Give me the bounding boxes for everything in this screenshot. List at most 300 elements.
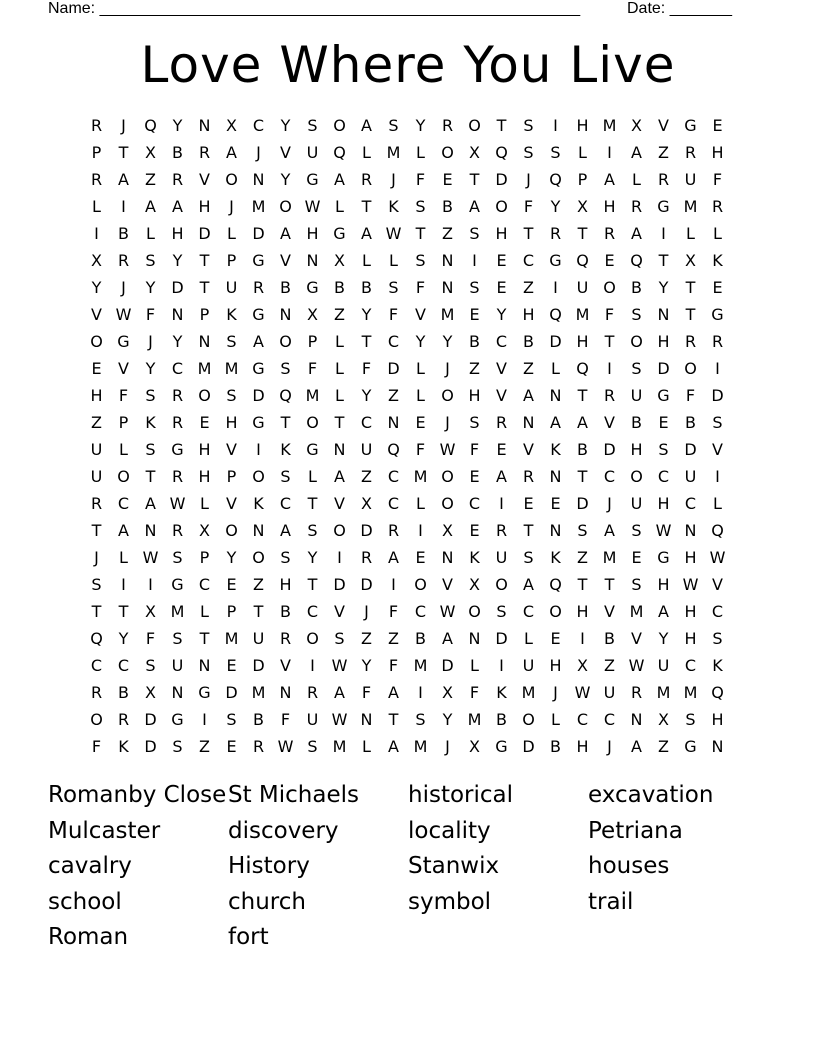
grid-letter: A — [253, 332, 264, 351]
grid-letter: S — [631, 305, 642, 324]
grid-letter: N — [144, 521, 157, 540]
grid-letter: N — [333, 440, 346, 459]
grid-letter: S — [145, 440, 156, 459]
grid-letter: S — [388, 278, 399, 297]
grid-letter: N — [441, 548, 454, 567]
grid-letter: J — [256, 143, 261, 162]
grid-letter: I — [121, 575, 126, 594]
grid-letter: Z — [658, 143, 669, 162]
grid-letter: S — [523, 116, 534, 135]
grid-letter: U — [576, 278, 589, 297]
grid-letter: B — [118, 224, 129, 243]
grid-letter: Z — [253, 575, 264, 594]
grid-letter: O — [522, 710, 535, 729]
grid-letter: R — [684, 143, 697, 162]
grid-letter: V — [496, 386, 507, 405]
grid-letter: S — [280, 359, 291, 378]
grid-letter: N — [306, 251, 319, 270]
grid-letter: E — [523, 494, 534, 513]
grid-letter: Y — [550, 197, 561, 216]
grid-letter: L — [713, 494, 722, 513]
grid-letter: O — [333, 116, 346, 135]
grid-letter: L — [362, 251, 371, 270]
grid-letter: A — [280, 521, 291, 540]
grid-letter: J — [526, 170, 531, 189]
grid-letter: T — [604, 332, 615, 351]
word-list-item: excavation — [588, 782, 714, 808]
grid-letter: K — [496, 683, 507, 702]
grid-letter: R — [360, 548, 373, 567]
grid-letter: M — [386, 143, 401, 162]
grid-letter: I — [607, 359, 612, 378]
grid-letter: I — [121, 197, 126, 216]
grid-letter: O — [306, 629, 319, 648]
grid-letter: J — [445, 413, 450, 432]
grid-letter: X — [442, 521, 453, 540]
grid-letter: M — [197, 359, 212, 378]
grid-letter: G — [684, 737, 697, 756]
grid-letter: C — [171, 359, 184, 378]
grid-letter: X — [334, 251, 345, 270]
grid-letter: X — [658, 710, 669, 729]
grid-letter: S — [577, 521, 588, 540]
grid-letter: M — [413, 737, 428, 756]
grid-letter: H — [684, 548, 697, 567]
grid-letter: O — [468, 116, 481, 135]
grid-letter: Y — [415, 332, 426, 351]
word-list-item: church — [228, 888, 306, 915]
grid-letter: M — [332, 737, 347, 756]
grid-letter: D — [360, 521, 373, 540]
grid-letter: E — [631, 548, 642, 567]
grid-letter: Y — [361, 656, 372, 675]
grid-letter: L — [335, 197, 344, 216]
grid-letter: V — [604, 413, 615, 432]
grid-letter: E — [469, 521, 480, 540]
grid-letter: J — [148, 332, 153, 351]
grid-letter: L — [551, 359, 560, 378]
grid-letter: W — [709, 548, 726, 567]
grid-letter: O — [441, 467, 454, 486]
grid-letter: N — [198, 116, 211, 135]
grid-letter: F — [361, 683, 372, 702]
grid-letter: W — [142, 548, 159, 567]
grid-letter: Y — [172, 332, 183, 351]
grid-letter: T — [604, 575, 615, 594]
grid-letter: Z — [361, 629, 372, 648]
grid-letter: V — [604, 602, 615, 621]
grid-letter: L — [713, 224, 722, 243]
grid-letter: R — [711, 197, 724, 216]
grid-letter: A — [631, 143, 642, 162]
grid-letter: B — [442, 197, 453, 216]
grid-letter: S — [226, 710, 237, 729]
grid-letter: B — [253, 710, 264, 729]
grid-letter: S — [145, 386, 156, 405]
grid-letter: A — [118, 521, 129, 540]
grid-letter: H — [684, 602, 697, 621]
grid-letter: M — [656, 683, 671, 702]
grid-letter: R — [252, 278, 265, 297]
grid-letter: R — [522, 467, 535, 486]
grid-letter: F — [145, 629, 156, 648]
grid-letter: O — [414, 575, 427, 594]
grid-letter: V — [415, 305, 426, 324]
grid-letter: M — [224, 359, 239, 378]
grid-letter: S — [415, 710, 426, 729]
grid-letter: Y — [280, 170, 291, 189]
grid-letter: H — [495, 224, 508, 243]
grid-letter: Z — [388, 386, 399, 405]
grid-letter: G — [171, 575, 184, 594]
grid-letter: N — [522, 413, 535, 432]
grid-letter: R — [171, 170, 184, 189]
grid-row — [83, 517, 733, 544]
grid-letter: O — [225, 170, 238, 189]
grid-letter: Y — [361, 386, 372, 405]
grid-letter: W — [574, 683, 591, 702]
grid-letter: Z — [361, 467, 372, 486]
grid-letter: I — [553, 278, 558, 297]
grid-letter: R — [198, 143, 211, 162]
grid-letter: N — [279, 683, 292, 702]
grid-letter: R — [495, 413, 508, 432]
grid-letter: Y — [280, 116, 291, 135]
grid-letter: Y — [415, 116, 426, 135]
grid-letter: T — [496, 116, 507, 135]
grid-letter: T — [199, 251, 210, 270]
grid-letter: M — [629, 602, 644, 621]
grid-letter: G — [549, 251, 562, 270]
grid-letter: K — [550, 548, 561, 567]
grid-letter: P — [226, 251, 237, 270]
grid-letter: H — [576, 332, 589, 351]
word-list-item: Petriana — [588, 817, 683, 844]
grid-letter: H — [657, 332, 670, 351]
grid-letter: F — [604, 305, 615, 324]
grid-letter: S — [631, 575, 642, 594]
grid-letter: G — [657, 386, 670, 405]
grid-letter: W — [628, 656, 645, 675]
grid-letter: Q — [711, 683, 724, 702]
grid-letter: Y — [91, 278, 102, 297]
grid-letter: H — [630, 440, 643, 459]
grid-letter: C — [603, 467, 616, 486]
grid-letter: X — [577, 197, 588, 216]
grid-letter: S — [145, 656, 156, 675]
grid-letter: E — [496, 278, 507, 297]
word-list-item: Romanby Close — [48, 782, 227, 808]
grid-letter: W — [277, 737, 294, 756]
grid-letter: P — [199, 548, 210, 567]
grid-letter: L — [200, 602, 209, 621]
grid-letter: Q — [630, 251, 643, 270]
grid-letter: I — [94, 224, 99, 243]
grid-letter: J — [445, 737, 450, 756]
grid-letter: O — [549, 602, 562, 621]
grid-letter: K — [712, 656, 723, 675]
grid-letter: Z — [577, 548, 588, 567]
grid-letter: A — [550, 413, 561, 432]
grid-letter: C — [495, 332, 508, 351]
grid-letter: H — [684, 629, 697, 648]
grid-letter: V — [280, 656, 291, 675]
grid-letter: Y — [145, 278, 156, 297]
grid-letter: I — [499, 494, 504, 513]
grid-letter: C — [522, 251, 535, 270]
grid-letter: A — [658, 602, 669, 621]
grid-letter: I — [202, 710, 207, 729]
grid-letter: G — [306, 170, 319, 189]
grid-row — [83, 679, 733, 706]
grid-letter: H — [90, 386, 103, 405]
grid-letter: T — [91, 602, 102, 621]
grid-letter: V — [280, 143, 291, 162]
grid-letter: T — [253, 602, 264, 621]
grid-letter: S — [226, 386, 237, 405]
grid-letter: Y — [145, 359, 156, 378]
grid-letter: N — [549, 521, 562, 540]
grid-letter: S — [415, 197, 426, 216]
grid-letter: T — [523, 224, 534, 243]
grid-letter: Z — [442, 224, 453, 243]
grid-letter: G — [171, 710, 184, 729]
grid-letter: M — [251, 197, 266, 216]
grid-letter: Y — [172, 251, 183, 270]
grid-row — [83, 436, 733, 463]
grid-letter: O — [90, 332, 103, 351]
grid-letter: F — [91, 737, 102, 756]
grid-letter: T — [118, 143, 129, 162]
grid-letter: S — [307, 116, 318, 135]
grid-letter: B — [469, 332, 480, 351]
grid-letter: O — [198, 386, 211, 405]
grid-letter: N — [441, 278, 454, 297]
grid-letter: A — [496, 467, 507, 486]
grid-letter: M — [575, 305, 590, 324]
grid-letter: G — [657, 548, 670, 567]
grid-letter: D — [576, 494, 589, 513]
grid-letter: B — [550, 737, 561, 756]
grid-letter: I — [580, 629, 585, 648]
grid-letter: F — [280, 710, 291, 729]
grid-letter: A — [334, 467, 345, 486]
grid-letter: T — [199, 629, 210, 648]
grid-letter: U — [630, 386, 643, 405]
grid-letter: A — [334, 170, 345, 189]
grid-letter: C — [522, 602, 535, 621]
grid-letter: E — [496, 440, 507, 459]
grid-letter: L — [470, 656, 479, 675]
grid-letter: Y — [658, 278, 669, 297]
grid-letter: S — [226, 332, 237, 351]
grid-letter: O — [117, 467, 130, 486]
grid-letter: J — [364, 602, 369, 621]
grid-letter: H — [306, 224, 319, 243]
grid-letter: S — [712, 413, 723, 432]
grid-letter: U — [630, 494, 643, 513]
grid-letter: X — [577, 656, 588, 675]
grid-letter: N — [198, 332, 211, 351]
grid-letter: L — [227, 224, 236, 243]
grid-letter: L — [335, 332, 344, 351]
grid-letter: R — [495, 521, 508, 540]
grid-letter: C — [252, 116, 265, 135]
word-list-item: St Michaels — [228, 782, 360, 808]
grid-letter: F — [145, 305, 156, 324]
grid-letter: P — [226, 602, 237, 621]
grid-letter: V — [118, 359, 129, 378]
grid-letter: A — [388, 548, 399, 567]
grid-letter: H — [198, 197, 211, 216]
grid-letter: D — [252, 386, 265, 405]
grid-letter: V — [496, 359, 507, 378]
date-field-label: Date: _______ — [627, 0, 732, 17]
grid-row — [83, 733, 733, 760]
grid-letter: X — [631, 116, 642, 135]
grid-letter: F — [712, 170, 723, 189]
grid-letter: T — [280, 413, 291, 432]
grid-letter: V — [631, 629, 642, 648]
grid-letter: Y — [118, 629, 129, 648]
grid-letter: H — [657, 494, 670, 513]
grid-letter: U — [171, 656, 184, 675]
grid-letter: Y — [307, 548, 318, 567]
grid-letter: G — [117, 332, 130, 351]
grid-letter: H — [603, 197, 616, 216]
grid-letter: C — [468, 494, 481, 513]
grid-letter: N — [387, 413, 400, 432]
grid-letter: T — [388, 710, 399, 729]
grid-letter: D — [252, 224, 265, 243]
grid-letter: M — [170, 602, 185, 621]
grid-letter: I — [661, 224, 666, 243]
grid-letter: W — [439, 440, 456, 459]
grid-letter: N — [657, 305, 670, 324]
grid-letter: C — [117, 494, 130, 513]
grid-letter: F — [415, 170, 426, 189]
grid-letter: C — [387, 467, 400, 486]
grid-letter: H — [468, 386, 481, 405]
grid-letter: V — [226, 440, 237, 459]
grid-letter: L — [92, 197, 101, 216]
grid-letter: A — [469, 197, 480, 216]
grid-letter: V — [712, 575, 723, 594]
grid-letter: G — [657, 197, 670, 216]
grid-letter: B — [523, 332, 534, 351]
grid-letter: U — [360, 440, 373, 459]
grid-row — [83, 328, 733, 355]
grid-letter: X — [469, 737, 480, 756]
grid-letter: M — [521, 683, 536, 702]
grid-letter: V — [442, 575, 453, 594]
grid-letter: E — [226, 575, 237, 594]
grid-letter: D — [198, 224, 211, 243]
grid-letter: T — [415, 224, 426, 243]
grid-letter: O — [225, 521, 238, 540]
grid-letter: O — [630, 332, 643, 351]
grid-letter: V — [280, 251, 291, 270]
grid-letter: Z — [523, 278, 534, 297]
grid-letter: L — [524, 629, 533, 648]
grid-letter: X — [145, 602, 156, 621]
grid-row — [83, 193, 733, 220]
grid-letter: W — [304, 197, 321, 216]
grid-letter: M — [224, 629, 239, 648]
grid-letter: C — [684, 494, 697, 513]
grid-letter: L — [416, 359, 425, 378]
grid-row — [83, 139, 733, 166]
grid-letter: O — [495, 575, 508, 594]
grid-letter: V — [334, 494, 345, 513]
grid-letter: H — [549, 656, 562, 675]
grid-letter: D — [657, 359, 670, 378]
grid-row — [83, 112, 733, 139]
grid-letter: B — [280, 602, 291, 621]
grid-letter: Q — [549, 170, 562, 189]
grid-row — [83, 409, 733, 436]
grid-letter: T — [577, 467, 588, 486]
grid-letter: Y — [226, 548, 237, 567]
grid-letter: R — [684, 332, 697, 351]
grid-letter: O — [279, 197, 292, 216]
grid-letter: U — [495, 548, 508, 567]
grid-letter: G — [252, 305, 265, 324]
grid-letter: W — [439, 602, 456, 621]
grid-letter: N — [252, 170, 265, 189]
grid-letter: L — [335, 359, 344, 378]
grid-letter: E — [550, 629, 561, 648]
grid-letter: E — [712, 278, 723, 297]
grid-letter: X — [145, 683, 156, 702]
grid-letter: P — [118, 413, 129, 432]
grid-letter: B — [496, 710, 507, 729]
grid-letter: T — [361, 332, 372, 351]
grid-letter: F — [307, 359, 318, 378]
grid-letter: O — [495, 197, 508, 216]
grid-letter: A — [280, 224, 291, 243]
grid-letter: E — [415, 413, 426, 432]
grid-letter: U — [306, 143, 319, 162]
grid-letter: R — [171, 467, 184, 486]
grid-letter: N — [549, 467, 562, 486]
grid-letter: T — [577, 224, 588, 243]
grid-letter: R — [117, 710, 130, 729]
grid-letter: L — [335, 386, 344, 405]
grid-letter: Y — [496, 305, 507, 324]
grid-row — [83, 382, 733, 409]
grid-letter: S — [91, 575, 102, 594]
grid-letter: R — [171, 521, 184, 540]
grid-letter: I — [607, 143, 612, 162]
grid-letter: O — [684, 359, 697, 378]
grid-letter: E — [469, 467, 480, 486]
grid-letter: N — [684, 521, 697, 540]
grid-letter: C — [198, 575, 211, 594]
grid-letter: T — [145, 467, 156, 486]
word-list-item: houses — [588, 853, 670, 879]
grid-letter: P — [91, 143, 102, 162]
grid-letter: F — [388, 305, 399, 324]
grid-letter: Z — [334, 305, 345, 324]
grid-letter: J — [229, 197, 234, 216]
grid-letter: R — [306, 683, 319, 702]
grid-letter: E — [550, 494, 561, 513]
grid-letter: O — [90, 710, 103, 729]
grid-letter: I — [553, 116, 558, 135]
grid-letter: S — [523, 548, 534, 567]
grid-letter: T — [334, 413, 345, 432]
